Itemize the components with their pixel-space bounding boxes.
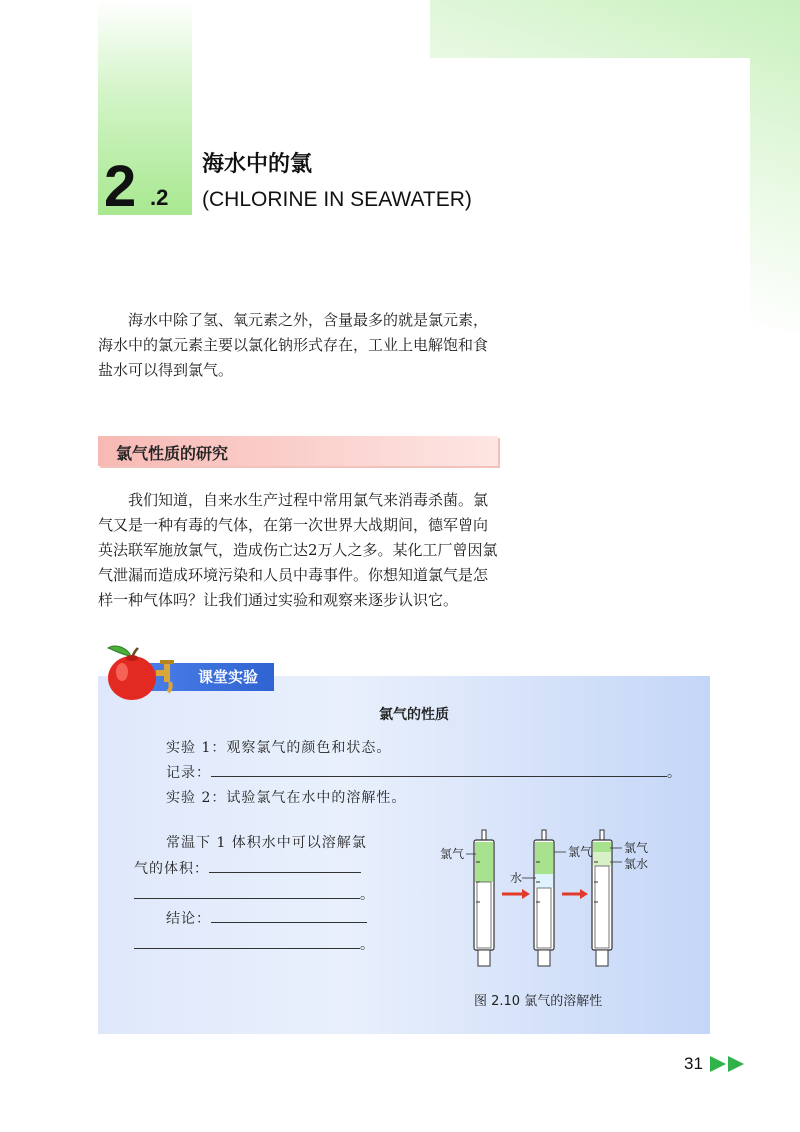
section-title: 海水中的氯 (202, 152, 313, 177)
intro-paragraph: 海水中除了氢、氧元素之外，含量最多的就是氯元素，海水中的氯元素主要以氯化钠形式存在，工业上电解饱和食盐水可以得到氯气。 (98, 311, 489, 379)
answer-blank-2[interactable] (134, 897, 360, 899)
conclusion-blank-1[interactable] (211, 921, 367, 923)
experiment-2-text: 实验 2：试验氯气在水中的溶解性。 (166, 790, 407, 806)
label-chlorine-water: 氯水 (624, 857, 649, 871)
next-page-arrows-icon (710, 1056, 750, 1072)
question-line-2-text: 气的体积： (134, 861, 209, 877)
conclusion-line-1 (166, 908, 367, 928)
figure-caption: 图 2.10 氯气的溶解性 (474, 994, 603, 1009)
record-blank[interactable] (211, 775, 667, 777)
conclusion-period: 。 (360, 937, 375, 953)
section-paragraph: 我们知道，自来水生产过程中常用氯气来消毒杀菌。氯气又是一种有毒的气体，在第一次世界大战期间，德军曾向英法联军施放氯气，造成伤亡达2万人之多。某化工厂曾因氯气泄漏而造成环境污染和人员中毒事件。你想知道氯气是怎样一种气体吗？让我们通过实验和观察来逐步认识它。 (98, 491, 498, 609)
label-gas-mid: 氯气 (568, 845, 593, 859)
label-gas-right: 氯气 (624, 841, 649, 855)
question-line-2 (134, 858, 361, 878)
question-line-1: 常温下 1 体积水中可以溶解氯 (166, 835, 367, 851)
question-period: 。 (360, 887, 375, 903)
conclusion-blank-2[interactable] (134, 947, 360, 949)
experiment-title: 氯气的性质 (379, 707, 449, 723)
record-row (166, 762, 682, 782)
record-label: 记录： (166, 765, 211, 781)
syringe-middle (534, 830, 554, 966)
chapter-sub-number: .2 (150, 185, 169, 210)
answer-blank-1[interactable] (209, 871, 361, 873)
chapter-number: 2 (104, 154, 137, 219)
syringe-right (592, 830, 612, 966)
page-number: 31 (684, 1054, 703, 1073)
label-water-mid: 水 (510, 871, 523, 885)
apple-faucet-icon (100, 644, 182, 704)
arrow-2-icon (562, 889, 588, 899)
record-end: 。 (667, 765, 682, 781)
syringe-figure (430, 826, 670, 976)
experiment-label: 课堂实验 (146, 663, 274, 691)
section-title-english: (CHLORINE IN SEAWATER) (202, 188, 472, 211)
conclusion-label: 结论： (166, 911, 211, 927)
conclusion-line-2 (134, 934, 375, 954)
subheading-text: 氯气性质的研究 (116, 444, 229, 463)
experiment-1-text: 实验 1：观察氯气的颜色和状态。 (166, 740, 392, 756)
syringe-left (474, 830, 494, 966)
label-gas-left: 氯气 (440, 847, 465, 861)
arrow-1-icon (502, 889, 530, 899)
question-line-3 (134, 884, 375, 904)
